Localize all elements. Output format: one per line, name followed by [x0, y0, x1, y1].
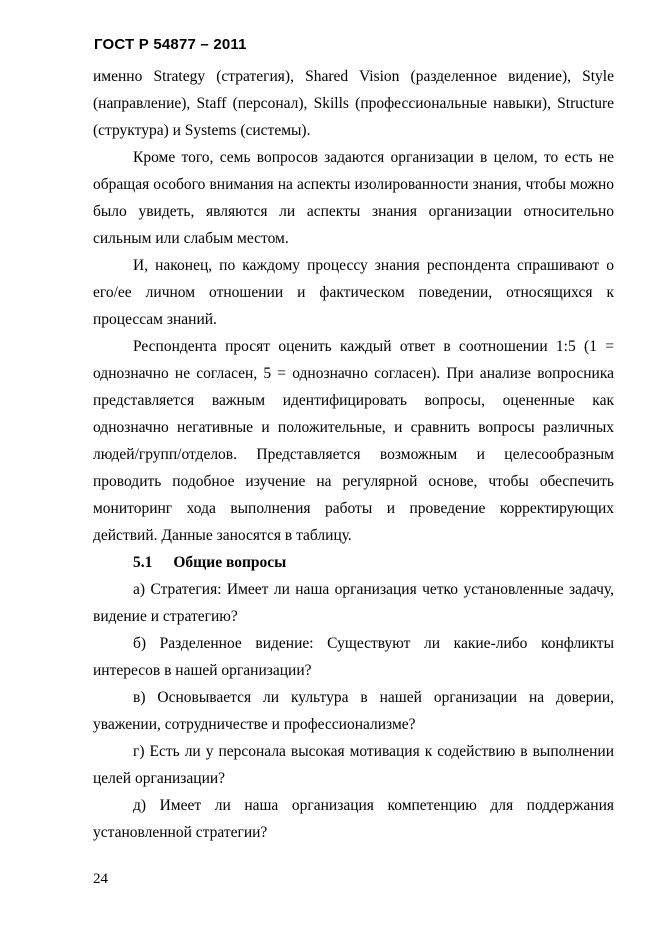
question-item: б) Разделенное видение: Существуют ли какие-либо конфликты интересов в нашей организации? [93, 635, 614, 679]
section-title: Общие вопросы [173, 554, 287, 571]
section-heading [93, 549, 614, 576]
body-paragraph: Респондента просят оценить каждый ответ в соотношении 1:5 (1 = однозначно не согласен, 5 = однозначно согласен). При анализе вопросника представляется важным идентифицировать вопросы, оцененные как однозначно негативные и положительные, и сравнить вопросы различных людей/групп/отделов. Представляется возможным и целесообразным проводить подобное изучение на регулярной основе, чтобы обеспечить мониторинг хода выполнения работы и проведение корректирующих действий. Данные заносятся в таблицу. [93, 338, 614, 544]
section-number: 5.1 [133, 554, 153, 571]
page-number: 24 [93, 871, 108, 887]
body-paragraph: Кроме того, семь вопросов задаются организации в целом, то есть не обращая особого внимания на аспекты изолированности знания, чтобы можно было увидеть, являются ли аспекты знания организации относительно сильным или слабым местом. [93, 149, 614, 247]
document-header: ГОСТ Р 54877 – 2011 [94, 36, 247, 53]
question-item: а) Стратегия: Имеет ли наша организация четко установленные задачу, видение и стратегию? [93, 581, 614, 625]
page-content [93, 63, 614, 846]
question-item: д) Имеет ли наша организация компетенцию для поддержания установленной стратегии? [93, 797, 614, 841]
body-paragraph: именно Strategy (стратегия), Shared Vision (разделенное видение), Style (направление), Staff (персонал), Skills (профессиональные навыки), Structure (структура) и Systems (системы). [93, 68, 614, 139]
question-item: в) Основывается ли культура в нашей организации на доверии, уважении, сотрудничестве и профессионализме? [93, 689, 614, 733]
question-item: г) Есть ли у персонала высокая мотивация к содействию в выполнении целей организации? [93, 743, 614, 787]
body-paragraph: И, наконец, по каждому процессу знания респондента спрашивают о его/ее личном отношении и фактическом поведении, относящихся к процессам знаний. [93, 257, 614, 328]
